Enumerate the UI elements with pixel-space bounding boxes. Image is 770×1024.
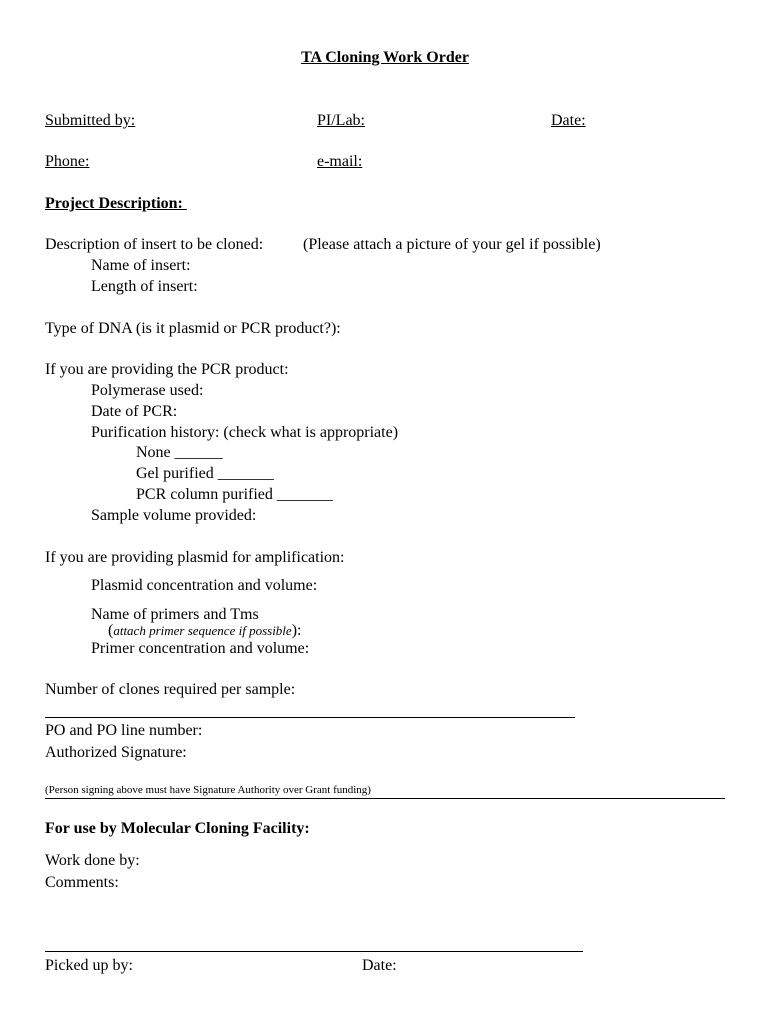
comments-label: Comments: bbox=[45, 874, 119, 891]
purification-none-option: None ______ bbox=[136, 444, 223, 461]
gel-picture-note: (Please attach a picture of your gel if possible) bbox=[303, 236, 601, 253]
signature-note-line bbox=[45, 798, 725, 799]
date-label: Date: bbox=[551, 112, 586, 129]
plasmid-concentration-label: Plasmid concentration and volume: bbox=[91, 577, 318, 594]
primer-note-open: ( bbox=[108, 622, 114, 639]
insert-name-label: Name of insert: bbox=[91, 257, 191, 274]
project-description-heading: Project Description: bbox=[45, 195, 187, 212]
primer-note-text: attach primer sequence if possible bbox=[113, 623, 292, 638]
po-number-label: PO and PO line number: bbox=[45, 722, 203, 739]
submitted-by-label: Submitted by: bbox=[45, 112, 136, 129]
sample-volume-label: Sample volume provided: bbox=[91, 507, 257, 524]
primer-concentration-label: Primer concentration and volume: bbox=[91, 640, 310, 657]
signature-authority-note: (Person signing above must have Signature Authority over Grant funding) bbox=[45, 784, 371, 796]
insert-description-label: Description of insert to be cloned: bbox=[45, 236, 264, 253]
facility-heading: For use by Molecular Cloning Facility: bbox=[45, 820, 310, 837]
purification-label: Purification history: (check what is appropriate) bbox=[91, 424, 399, 441]
picked-up-by-label: Picked up by: bbox=[45, 957, 133, 974]
purification-column-option: PCR column purified _______ bbox=[136, 486, 333, 503]
plasmid-heading: If you are providing plasmid for amplification: bbox=[45, 549, 345, 566]
clones-line bbox=[45, 717, 575, 718]
primer-sequence-note bbox=[108, 623, 301, 639]
primer-note-close: ): bbox=[291, 622, 302, 639]
email-label: e-mail: bbox=[317, 153, 363, 170]
clones-required-label: Number of clones required per sample: bbox=[45, 681, 296, 698]
dna-type-label: Type of DNA (is it plasmid or PCR product?): bbox=[45, 320, 341, 337]
purification-gel-option: Gel purified _______ bbox=[136, 465, 274, 482]
pcr-heading: If you are providing the PCR product: bbox=[45, 361, 289, 378]
phone-label: Phone: bbox=[45, 153, 90, 170]
pickup-line bbox=[45, 951, 583, 952]
pi-lab-label: PI/Lab: bbox=[317, 112, 365, 129]
work-done-by-label: Work done by: bbox=[45, 852, 140, 869]
page-title: TA Cloning Work Order bbox=[301, 49, 469, 66]
insert-length-label: Length of insert: bbox=[91, 278, 198, 295]
pickup-date-label: Date: bbox=[362, 957, 397, 974]
primers-label: Name of primers and Tms bbox=[91, 606, 259, 623]
polymerase-label: Polymerase used: bbox=[91, 382, 204, 399]
pcr-date-label: Date of PCR: bbox=[91, 403, 178, 420]
authorized-signature-label: Authorized Signature: bbox=[45, 744, 187, 761]
